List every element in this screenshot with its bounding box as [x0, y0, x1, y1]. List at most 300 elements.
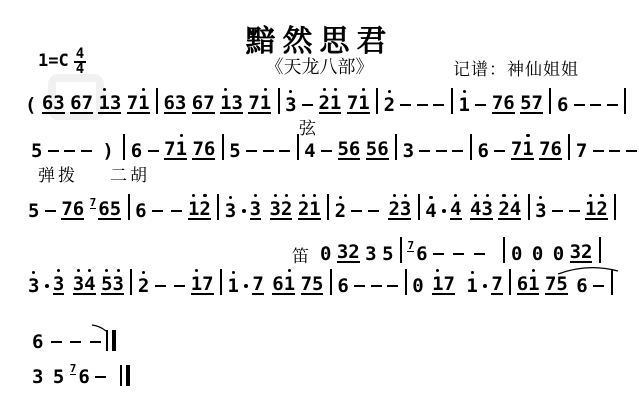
sustain-dash — [607, 104, 618, 106]
sustain-dash — [474, 253, 485, 255]
sustain-dash — [371, 285, 382, 287]
note — [164, 94, 187, 114]
sustain-dash — [609, 150, 620, 152]
note-char: 6 — [556, 94, 569, 116]
note-char: 7 — [81, 92, 94, 114]
instrument-label: 笛 — [292, 247, 312, 267]
note — [70, 94, 93, 114]
note — [337, 243, 360, 263]
barline — [614, 194, 616, 220]
sustain-dash — [302, 104, 313, 106]
note-char: 0 — [320, 243, 332, 265]
note — [319, 94, 342, 114]
note — [32, 333, 43, 351]
note-char: 5 — [31, 140, 43, 162]
barline — [470, 134, 472, 160]
page-title: 黯然思君 — [245, 24, 394, 59]
note-char: 6 — [191, 92, 204, 114]
note — [131, 142, 142, 160]
note — [252, 275, 263, 295]
note-char: 2 — [297, 198, 310, 220]
augmentation-dot — [242, 209, 246, 213]
note-char: 7 — [126, 92, 139, 114]
note-char: 6 — [477, 140, 489, 162]
note-char: 1 — [283, 273, 296, 295]
score-line — [32, 326, 122, 351]
note-char: 7 — [300, 273, 313, 295]
note — [425, 202, 436, 220]
score-line — [28, 270, 618, 295]
subtitle: 《天龙八部》 — [265, 57, 374, 78]
note — [338, 140, 361, 160]
barline — [503, 237, 505, 263]
note-char: 7 — [248, 92, 260, 114]
note-char: 2 — [334, 200, 347, 222]
augmentation-dot — [244, 284, 248, 288]
barline — [130, 269, 132, 295]
note-char: 7 — [192, 138, 204, 160]
note-char: 4 — [304, 140, 316, 162]
instrument-label: 弦 — [299, 119, 319, 139]
note — [164, 140, 187, 160]
sustain-dash — [387, 285, 398, 287]
note — [492, 94, 515, 114]
note-char: 2 — [596, 198, 608, 220]
augmentation-dot — [483, 284, 487, 288]
note-char: 5 — [28, 200, 40, 222]
note — [32, 368, 43, 386]
note — [25, 96, 36, 114]
note — [53, 275, 64, 295]
spacer — [119, 159, 122, 160]
note — [576, 277, 587, 295]
note-char: 3 — [32, 366, 44, 388]
note — [470, 200, 493, 220]
final-barline — [120, 365, 130, 386]
barline — [220, 269, 222, 295]
note — [545, 275, 568, 295]
note-char: 5 — [229, 140, 241, 162]
note-char: 0 — [412, 275, 424, 297]
note-char: 6 — [503, 92, 515, 114]
note-char: 2 — [318, 92, 330, 114]
note-char: 3 — [285, 94, 297, 116]
note-char: 2 — [280, 198, 293, 220]
note — [539, 140, 562, 160]
note-char: 3 — [336, 241, 349, 263]
key-signature-text: 1=C — [38, 51, 69, 71]
score-line — [25, 89, 632, 114]
note-char: 4 — [425, 200, 437, 222]
note-char: 7 — [544, 273, 557, 295]
spacer — [67, 350, 70, 351]
note — [28, 202, 39, 220]
note-char: 6 — [550, 138, 562, 160]
note-char: 5 — [520, 92, 532, 114]
barline — [509, 269, 511, 295]
sustain-dash — [590, 104, 601, 106]
note-char: 1 — [432, 273, 444, 295]
note-char: 7 — [510, 138, 523, 160]
note-char: 0 — [552, 243, 565, 265]
barline — [400, 237, 402, 263]
barline — [376, 88, 378, 114]
note-char: 0 — [510, 243, 523, 265]
sustain-dash — [64, 150, 75, 152]
note-char: 1 — [138, 92, 150, 114]
note-char: 2 — [581, 241, 593, 263]
sustain-dash — [626, 150, 637, 152]
note-char: 3 — [112, 273, 124, 295]
sustain-dash — [368, 210, 379, 212]
note-char: 1 — [522, 138, 534, 160]
note-char: 3 — [109, 92, 122, 114]
note-char: 1 — [227, 275, 239, 297]
sustain-dash — [45, 210, 56, 212]
note — [138, 277, 149, 295]
note-char: 0 — [531, 243, 544, 265]
note-char: 1 — [358, 92, 370, 114]
score-line — [28, 195, 622, 220]
barline — [568, 134, 570, 160]
note-char: 3 — [249, 198, 262, 220]
tie-arc-continuation — [90, 323, 108, 333]
sustain-dash — [453, 253, 464, 255]
note-char: 5 — [52, 366, 65, 388]
note-char: 2 — [137, 275, 150, 297]
note-char: 1 — [458, 94, 470, 116]
sustain-dash — [452, 150, 463, 152]
note-char: 3 — [535, 200, 547, 222]
note-char: 1 — [466, 275, 478, 297]
note — [477, 142, 488, 160]
grace-note: 7 — [89, 196, 97, 209]
note-char: 7 — [203, 92, 215, 114]
sustain-dash — [569, 210, 580, 212]
note-char: 7 — [491, 92, 504, 114]
note-char: 3 — [481, 198, 493, 220]
note — [73, 275, 96, 295]
time-signature — [74, 48, 86, 76]
note-char: 1 — [329, 92, 342, 114]
note-char: 5 — [337, 138, 349, 160]
note-char: 1 — [190, 273, 203, 295]
note-char: 6 — [32, 331, 44, 353]
note-char: 1 — [98, 92, 110, 114]
note — [335, 202, 346, 220]
barline — [405, 269, 407, 295]
note — [517, 275, 540, 295]
note — [382, 245, 393, 263]
sustain-dash — [95, 376, 106, 378]
sustain-dash — [279, 150, 290, 152]
score-line — [32, 361, 135, 386]
spacer — [87, 350, 90, 351]
note — [384, 96, 395, 114]
sustain-dash — [433, 253, 444, 255]
note-char: 6 — [337, 275, 349, 297]
note-char: 1 — [175, 138, 188, 160]
sustain-dash — [593, 285, 604, 287]
sustain-dash — [48, 150, 59, 152]
note-char: 7 — [443, 273, 455, 295]
barline — [624, 88, 626, 114]
note — [553, 245, 564, 263]
barline — [128, 194, 130, 220]
note-char: 3 — [231, 92, 243, 114]
note — [61, 200, 84, 220]
sustain-dash — [574, 104, 585, 106]
note-char: 1 — [585, 198, 597, 220]
sustain-dash — [152, 210, 163, 212]
sustain-dash — [321, 150, 332, 152]
note — [491, 275, 502, 295]
note — [31, 142, 42, 160]
sustain-dash — [263, 150, 274, 152]
note — [270, 200, 293, 220]
sustain-dash — [417, 104, 428, 106]
sustain-dash — [552, 210, 563, 212]
sustain-dash — [174, 285, 185, 287]
note-char: 6 — [416, 243, 428, 265]
transcriber-credit: 记谱：神仙姐姐 — [453, 60, 579, 80]
sustain-dash — [171, 210, 182, 212]
sustain-dash — [354, 285, 365, 287]
note — [557, 96, 568, 114]
note — [250, 200, 261, 220]
note-char: 7 — [531, 92, 543, 114]
spacer — [112, 385, 120, 386]
note-char: 3 — [72, 273, 85, 295]
spacer — [470, 262, 474, 263]
note-char: 5 — [311, 273, 324, 295]
note-char: 4 — [509, 198, 522, 220]
note-char: 5 — [556, 273, 568, 295]
barline — [528, 194, 530, 220]
note — [192, 94, 215, 114]
sustain-dash — [475, 104, 486, 106]
note-char: 7 — [252, 273, 264, 295]
sustain-dash — [90, 341, 101, 343]
note — [301, 275, 324, 295]
note — [535, 202, 546, 220]
note-char: 2 — [388, 198, 400, 220]
note — [228, 277, 239, 295]
note — [511, 140, 534, 160]
barline — [217, 194, 219, 220]
note-char: 2 — [199, 198, 211, 220]
note-char: 7 — [164, 138, 176, 160]
barline — [330, 269, 332, 295]
sustain-dash — [419, 150, 430, 152]
note — [285, 96, 296, 114]
spacer — [449, 262, 453, 263]
note — [388, 200, 411, 220]
note-char: 7 — [346, 92, 359, 114]
note-char: 6 — [576, 275, 588, 297]
note-char: 1 — [528, 273, 540, 295]
note — [458, 96, 469, 114]
note-char: 3 — [53, 92, 65, 114]
note-char: 3 — [52, 273, 65, 295]
note-char: 6 — [72, 198, 85, 220]
note-char: 5 — [101, 273, 113, 295]
note — [365, 245, 376, 263]
note-char: 3 — [224, 200, 237, 222]
note-char: 3 — [399, 198, 412, 220]
key-signature — [38, 48, 86, 76]
note — [272, 275, 295, 295]
note-char: 7 — [491, 273, 503, 295]
sustain-dash — [433, 104, 444, 106]
instrument-label: 弹拨 — [38, 166, 78, 186]
barline — [451, 88, 453, 114]
note — [347, 94, 370, 114]
sustain-dash — [81, 150, 92, 152]
note — [192, 140, 215, 160]
note — [466, 277, 477, 295]
note — [135, 202, 146, 220]
note-char: ( — [25, 94, 37, 116]
note-char: 6 — [98, 198, 110, 220]
note-char: 7 — [575, 140, 588, 162]
instrument-label: 二胡 — [110, 166, 150, 186]
note-char: 6 — [41, 92, 54, 114]
sustain-dash — [51, 341, 62, 343]
note-char: 2 — [383, 94, 396, 116]
note-char: 5 — [109, 198, 122, 220]
note — [102, 142, 113, 160]
note — [229, 142, 240, 160]
note — [298, 200, 321, 220]
score-line — [31, 135, 639, 160]
note-char: 6 — [348, 138, 361, 160]
note — [450, 200, 461, 220]
note — [403, 142, 414, 160]
barline — [327, 194, 329, 220]
note-char: 1 — [187, 198, 200, 220]
sustain-dash — [148, 150, 159, 152]
grace-note: 7 — [407, 239, 415, 252]
score-line — [320, 238, 606, 263]
note-char: 6 — [70, 92, 82, 114]
note — [28, 277, 39, 295]
note-char: 6 — [516, 273, 529, 295]
note-char: 7 — [202, 273, 214, 295]
note — [127, 94, 150, 114]
barline — [395, 134, 397, 160]
time-signature-denominator: 4 — [75, 61, 85, 77]
sustain-dash — [400, 104, 411, 106]
sustain-dash — [246, 150, 257, 152]
note — [98, 94, 121, 114]
note — [532, 245, 543, 263]
note-char: 2 — [348, 241, 360, 263]
note — [42, 94, 65, 114]
note — [337, 277, 348, 295]
note-char: 6 — [377, 138, 389, 160]
note — [432, 275, 455, 295]
note — [520, 94, 543, 114]
note — [511, 245, 522, 263]
note — [570, 243, 593, 263]
note — [101, 275, 124, 295]
note-char: 4 — [84, 273, 96, 295]
augmentation-dot — [45, 284, 49, 288]
note — [366, 140, 389, 160]
note — [412, 277, 423, 295]
note — [304, 142, 315, 160]
sustain-dash — [494, 150, 505, 152]
tie-arc — [556, 262, 620, 276]
final-barline — [106, 330, 116, 351]
note-char: 5 — [382, 243, 394, 265]
note — [498, 200, 521, 220]
barline — [418, 194, 420, 220]
note-char: 6 — [163, 92, 175, 114]
sustain-dash — [70, 341, 81, 343]
note-char: 6 — [135, 200, 147, 222]
grace-note: 7 — [69, 362, 77, 375]
note-char: 3 — [269, 198, 281, 220]
barline — [123, 134, 125, 160]
sustain-dash — [351, 210, 362, 212]
note-char: 7 — [61, 198, 73, 220]
barline — [222, 134, 224, 160]
note-char: 2 — [498, 198, 510, 220]
spacer — [49, 350, 51, 351]
spacer — [171, 294, 174, 295]
note-char: 1 — [220, 92, 232, 114]
note — [320, 245, 331, 263]
note-char: 6 — [130, 140, 143, 162]
note — [53, 368, 64, 386]
augmentation-dot — [442, 209, 446, 213]
note-char: 1 — [309, 198, 321, 220]
note — [78, 368, 89, 386]
note — [220, 94, 243, 114]
note-char: 6 — [78, 366, 90, 388]
barline — [278, 88, 280, 114]
barline — [156, 88, 158, 114]
note — [98, 200, 121, 220]
note-char: 1 — [259, 92, 272, 114]
note — [416, 245, 427, 263]
barline — [599, 237, 601, 263]
note-char: 5 — [365, 138, 378, 160]
note-char: 7 — [539, 138, 551, 160]
note — [188, 200, 211, 220]
note-char: 4 — [450, 198, 462, 220]
note — [576, 142, 587, 160]
sustain-dash — [155, 285, 166, 287]
note — [248, 94, 271, 114]
note-char: 3 — [569, 241, 582, 263]
sustain-dash — [593, 150, 604, 152]
time-signature-numerator: 4 — [75, 46, 85, 62]
note-char: 3 — [28, 275, 40, 297]
note-char: 3 — [402, 140, 415, 162]
note-char: 6 — [272, 273, 284, 295]
note-char: 3 — [174, 92, 187, 114]
barline — [549, 88, 551, 114]
spacer — [168, 219, 171, 220]
note — [585, 200, 608, 220]
note-char: ) — [102, 140, 114, 162]
note-char: 3 — [365, 243, 377, 265]
note — [191, 275, 214, 295]
sustain-dash — [436, 150, 447, 152]
